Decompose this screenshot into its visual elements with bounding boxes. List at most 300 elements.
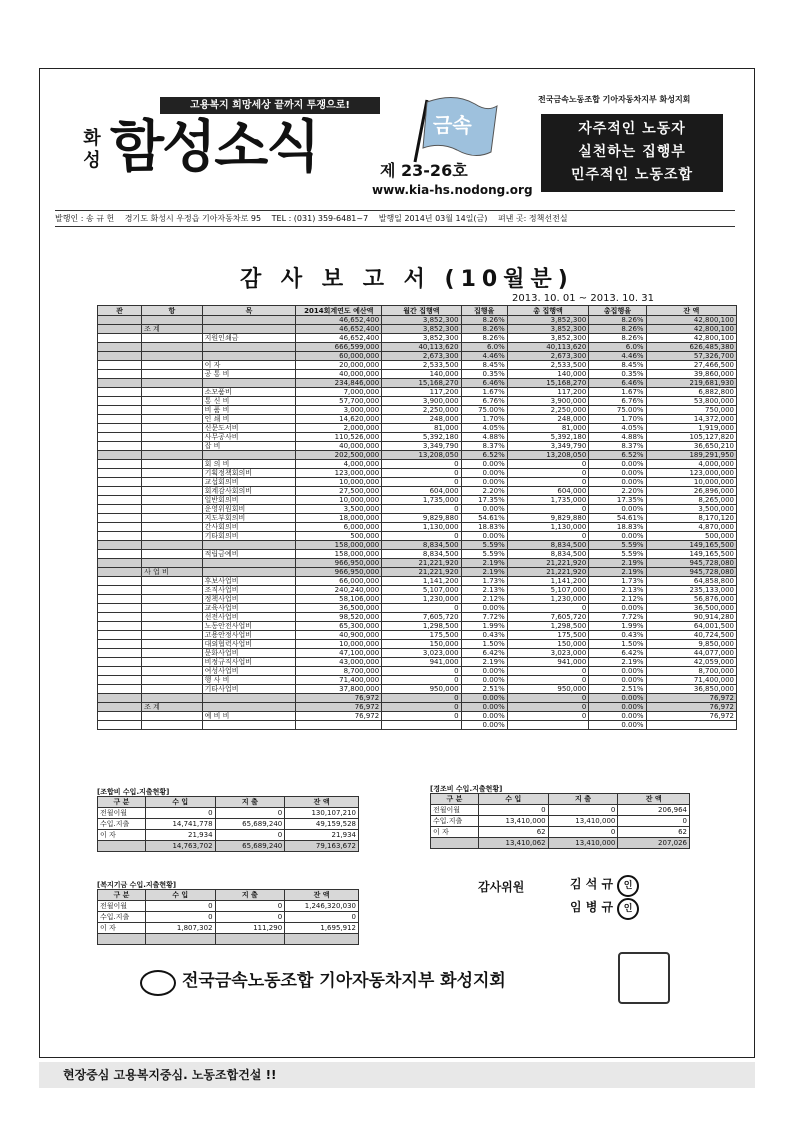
table-cell: 0.00% [589, 505, 646, 514]
table-cell: 2.51% [461, 685, 507, 694]
table-row [98, 334, 737, 343]
table-cell: 8,834,500 [507, 550, 589, 559]
editor: 펴낸 곳: 정책선전실 [497, 214, 568, 223]
table-cell: 130,107,210 [285, 808, 359, 819]
table-cell: 1,130,000 [382, 523, 461, 532]
table-cell: 75.00% [461, 406, 507, 415]
table-cell: 36,500,000 [296, 604, 382, 613]
table-cell: 1,230,000 [507, 595, 589, 604]
table-cell: 105,127,820 [646, 433, 736, 442]
table-cell [98, 613, 142, 622]
table-cell: 7,000,000 [296, 388, 382, 397]
table-cell: 2,000,000 [296, 424, 382, 433]
column-header: 잔 액 [618, 794, 690, 805]
table-cell: 76,972 [296, 703, 382, 712]
table-cell [98, 406, 142, 415]
table-cell [98, 934, 146, 945]
table-cell: 10,000,000 [296, 478, 382, 487]
table-cell: 조 계 [142, 325, 203, 334]
condolence-caption: [경조비 수입.지출현황] [430, 785, 503, 793]
table-cell: 행 사 비 [202, 676, 296, 685]
table-cell [142, 487, 203, 496]
column-header: 잔 액 [646, 306, 736, 316]
table-row [98, 901, 359, 912]
table-row [98, 819, 359, 830]
table-cell: 1,807,302 [145, 923, 215, 934]
table-cell: 1.70% [589, 415, 646, 424]
table-row [98, 559, 737, 568]
table-cell [98, 667, 142, 676]
table-cell: 0 [507, 478, 589, 487]
table-cell [142, 577, 203, 586]
table-row [98, 934, 359, 945]
table-cell: 37,800,000 [296, 685, 382, 694]
table-cell: 0.00% [589, 676, 646, 685]
table-cell: 950,000 [382, 685, 461, 694]
table-cell: 사 업 비 [142, 568, 203, 577]
table-cell [98, 649, 142, 658]
table-cell: 0.35% [461, 370, 507, 379]
table-cell: 17.35% [589, 496, 646, 505]
table-cell: 57,326,700 [646, 352, 736, 361]
column-header: 잔 액 [285, 890, 359, 901]
table-cell [142, 523, 203, 532]
table-cell: 0.00% [589, 604, 646, 613]
table-cell [98, 334, 142, 343]
table-cell [98, 640, 142, 649]
table-cell [142, 640, 203, 649]
table-cell [98, 721, 142, 730]
table-cell: 6.42% [589, 649, 646, 658]
table-row [98, 424, 737, 433]
masthead-small-title: 화성 [83, 128, 101, 171]
column-header: 구 분 [98, 797, 146, 808]
table-cell: 8.45% [461, 361, 507, 370]
table-cell: 0 [382, 676, 461, 685]
table-row [98, 712, 737, 721]
table-cell: 후보사업비 [202, 577, 296, 586]
table-cell: 945,728,080 [646, 559, 736, 568]
table-cell: 5.59% [589, 550, 646, 559]
table-cell: 36,850,000 [646, 685, 736, 694]
table-cell: 0 [507, 712, 589, 721]
table-cell: 46,652,400 [296, 316, 382, 325]
masthead-title: 함성소식 [110, 114, 319, 180]
table-cell: 1.67% [589, 388, 646, 397]
table-cell [202, 694, 296, 703]
table-cell [142, 721, 203, 730]
table-cell: 2.19% [461, 568, 507, 577]
table-cell: 0 [507, 694, 589, 703]
table-cell: 941,000 [382, 658, 461, 667]
table-row [98, 496, 737, 505]
table-cell: 71,400,000 [296, 676, 382, 685]
table-cell: 39,860,000 [646, 370, 736, 379]
column-header: 총집행율 [589, 306, 646, 316]
table-cell: 64,001,500 [646, 622, 736, 631]
table-cell: 8,834,500 [382, 541, 461, 550]
table-cell: 고용안정사업비 [202, 631, 296, 640]
table-cell: 이 자 [98, 830, 146, 841]
table-cell: 1,919,000 [646, 424, 736, 433]
table-cell: 0 [382, 712, 461, 721]
table-cell [98, 460, 142, 469]
table-row [98, 406, 737, 415]
table-cell: 234,846,000 [296, 379, 382, 388]
table-row [98, 352, 737, 361]
motto-box [541, 114, 723, 192]
table-cell [98, 532, 142, 541]
table-cell: 8.26% [589, 316, 646, 325]
table-cell: 2.13% [589, 586, 646, 595]
table-cell: 1,246,320,030 [285, 901, 359, 912]
table-cell: 206,964 [618, 805, 690, 816]
table-cell: 7.72% [461, 613, 507, 622]
table-cell [142, 460, 203, 469]
report-period: 2013. 10. 01 ~ 2013. 10. 31 [512, 293, 654, 304]
table-cell: 통 신 비 [202, 397, 296, 406]
table-row [98, 721, 737, 730]
table-cell: 2.12% [461, 595, 507, 604]
table-cell: 잡 비 [202, 442, 296, 451]
table-cell [98, 595, 142, 604]
table-cell [142, 424, 203, 433]
table-cell: 207,026 [618, 838, 690, 849]
table-cell: 0.00% [589, 667, 646, 676]
table-cell: 2.19% [461, 559, 507, 568]
table-cell: 0.00% [461, 703, 507, 712]
table-cell [142, 622, 203, 631]
column-header: 총 집행액 [507, 306, 589, 316]
table-cell: 6.42% [461, 649, 507, 658]
table-cell [98, 577, 142, 586]
table-cell: 0.35% [589, 370, 646, 379]
telephone: TEL : (031) 359-6481~7 [271, 214, 369, 223]
table-cell: 123,000,000 [646, 469, 736, 478]
table-cell: 40,113,620 [382, 343, 461, 352]
table-cell: 79,163,672 [285, 841, 359, 852]
table-cell: 8.26% [589, 325, 646, 334]
table-cell: 0 [145, 901, 215, 912]
table-cell: 248,000 [507, 415, 589, 424]
table-cell: 123,000,000 [296, 469, 382, 478]
table-cell [142, 343, 203, 352]
table-cell: 8,170,120 [646, 514, 736, 523]
table-cell: 2,533,500 [507, 361, 589, 370]
table-cell [98, 415, 142, 424]
table-cell [285, 934, 359, 945]
table-cell: 8,834,500 [382, 550, 461, 559]
table-cell: 10,000,000 [296, 496, 382, 505]
table-cell: 13,410,062 [478, 838, 548, 849]
table-cell: 8,265,000 [646, 496, 736, 505]
table-cell [142, 541, 203, 550]
table-cell: 49,159,528 [285, 819, 359, 830]
motto-line: 실천하는 집행부 [578, 144, 686, 160]
table-cell: 비 품 비 [202, 406, 296, 415]
table-cell: 0 [382, 478, 461, 487]
table-cell: 회계감사회의비 [202, 487, 296, 496]
report-title: 감 사 보 고 서 (10월분) [240, 267, 574, 292]
table-cell [142, 352, 203, 361]
publication-info [55, 210, 735, 224]
table-cell: 0.43% [461, 631, 507, 640]
table-cell: 3,500,000 [296, 505, 382, 514]
table-cell: 0 [145, 912, 215, 923]
table-cell: 40,000,000 [296, 442, 382, 451]
table-cell: 1,230,000 [382, 595, 461, 604]
table-row [98, 649, 737, 658]
table-row [98, 541, 737, 550]
table-row [98, 595, 737, 604]
table-row [98, 487, 737, 496]
table-cell: 111,290 [215, 923, 285, 934]
table-cell: 0.00% [461, 667, 507, 676]
table-cell: 0 [548, 827, 618, 838]
seal-stamp: 인 [617, 875, 639, 897]
table-cell: 117,200 [507, 388, 589, 397]
table-cell: 2.19% [589, 568, 646, 577]
table-cell: 교섭회의비 [202, 478, 296, 487]
table-cell: 1,141,200 [507, 577, 589, 586]
table-cell: 1.67% [461, 388, 507, 397]
table-row [98, 631, 737, 640]
table-row [98, 388, 737, 397]
column-header: 항 [142, 306, 203, 316]
table-cell [98, 316, 142, 325]
table-cell [98, 541, 142, 550]
table-cell: 4.46% [461, 352, 507, 361]
table-row [98, 361, 737, 370]
table-cell: 0.00% [461, 460, 507, 469]
table-cell: 10,000,000 [646, 478, 736, 487]
table-cell: 0 [382, 469, 461, 478]
table-cell: 0.00% [461, 676, 507, 685]
table-cell [98, 370, 142, 379]
table-cell [98, 361, 142, 370]
table-cell [646, 721, 736, 730]
table-cell: 21,934 [285, 830, 359, 841]
table-cell: 교육사업비 [202, 604, 296, 613]
table-cell: 2.19% [589, 658, 646, 667]
table-cell: 240,240,000 [296, 586, 382, 595]
table-cell: 0 [382, 460, 461, 469]
table-cell: 64,858,800 [646, 577, 736, 586]
table-cell [142, 712, 203, 721]
table-cell: 5.59% [461, 550, 507, 559]
union-logo-icon [140, 970, 176, 996]
table-cell: 기타사업비 [202, 685, 296, 694]
table-cell: 7.72% [589, 613, 646, 622]
table-cell: 3,852,300 [507, 334, 589, 343]
table-cell: 0.00% [589, 478, 646, 487]
table-cell: 27,466,500 [646, 361, 736, 370]
table-cell: 0 [507, 667, 589, 676]
table-cell: 8.26% [461, 334, 507, 343]
column-header: 지 출 [215, 797, 285, 808]
table-cell: 57,700,000 [296, 397, 382, 406]
table-cell: 4,870,000 [646, 523, 736, 532]
table-cell: 3,500,000 [646, 505, 736, 514]
table-cell: 4.05% [589, 424, 646, 433]
table-cell: 6.52% [589, 451, 646, 460]
table-cell [142, 442, 203, 451]
auditor-name: 임 병 규 [570, 900, 614, 914]
welfare-caption: [복지기금 수입.지출현황] [97, 881, 177, 889]
table-cell [98, 523, 142, 532]
table-cell: 40,900,000 [296, 631, 382, 640]
table-cell: 13,410,000 [478, 816, 548, 827]
table-cell: 56,876,000 [646, 595, 736, 604]
table-cell [142, 559, 203, 568]
table-row [98, 460, 737, 469]
table-cell: 13,208,050 [507, 451, 589, 460]
table-cell: 46,652,400 [296, 334, 382, 343]
table-cell: 53,800,000 [646, 397, 736, 406]
table-cell: 1,130,000 [507, 523, 589, 532]
table-cell [98, 496, 142, 505]
table-cell: 0.00% [461, 532, 507, 541]
table-cell: 15,168,270 [507, 379, 589, 388]
table-cell: 7,605,720 [382, 613, 461, 622]
table-cell: 8.26% [461, 316, 507, 325]
table-cell: 2.12% [589, 595, 646, 604]
table-cell: 적립금예비 [202, 550, 296, 559]
table-cell: 1,141,200 [382, 577, 461, 586]
table-cell [98, 622, 142, 631]
column-header: 관 [98, 306, 142, 316]
table-row [98, 577, 737, 586]
table-cell: 75.00% [589, 406, 646, 415]
table-cell: 20,000,000 [296, 361, 382, 370]
table-cell: 0.00% [589, 721, 646, 730]
column-header: 수 입 [145, 890, 215, 901]
table-cell [98, 586, 142, 595]
table-cell: 42,059,000 [646, 658, 736, 667]
column-header: 지 출 [215, 890, 285, 901]
table-row [98, 325, 737, 334]
table-row [98, 550, 737, 559]
table-row [431, 816, 690, 827]
table-cell: 이 자 [431, 827, 479, 838]
table-cell: 2.19% [461, 658, 507, 667]
table-cell: 175,500 [507, 631, 589, 640]
table-cell: 65,689,240 [215, 819, 285, 830]
table-cell: 65,689,240 [215, 841, 285, 852]
table-cell: 공 통 비 [202, 370, 296, 379]
table-cell: 전월이월 [98, 901, 146, 912]
table-cell [142, 397, 203, 406]
website-url[interactable]: www.kia-hs.nodong.org [372, 183, 533, 197]
table-row [98, 370, 737, 379]
table-cell: 7,605,720 [507, 613, 589, 622]
table-cell: 2.20% [461, 487, 507, 496]
table-cell: 0 [507, 505, 589, 514]
table-cell: 500,000 [646, 532, 736, 541]
table-cell: 문화사업비 [202, 649, 296, 658]
table-cell: 회 의 비 [202, 460, 296, 469]
table-row [98, 469, 737, 478]
table-cell [98, 514, 142, 523]
table-cell: 0.00% [461, 505, 507, 514]
table-cell [142, 478, 203, 487]
table-cell [142, 379, 203, 388]
table-cell [142, 685, 203, 694]
address: 경기도 화성시 우정읍 기아자동차로 95 [124, 214, 262, 223]
auditor-1 [570, 875, 639, 897]
table-cell: 0 [382, 604, 461, 613]
table-cell: 65,300,000 [296, 622, 382, 631]
table-row [98, 658, 737, 667]
table-cell [98, 442, 142, 451]
motto-line: 자주적인 노동자 [578, 121, 686, 137]
table-cell: 149,165,500 [646, 550, 736, 559]
table-cell: 21,221,920 [507, 568, 589, 577]
table-cell: 2,673,300 [507, 352, 589, 361]
table-cell: 46,652,400 [296, 325, 382, 334]
table-row [98, 478, 737, 487]
table-row [98, 676, 737, 685]
table-cell: 0 [215, 830, 285, 841]
official-seal-icon [618, 952, 670, 1004]
table-cell: 26,896,000 [646, 487, 736, 496]
table-cell: 10,000,000 [296, 640, 382, 649]
table-cell: 지도부회의비 [202, 514, 296, 523]
table-cell: 0 [145, 808, 215, 819]
seal-stamp: 인 [617, 898, 639, 920]
table-cell [215, 934, 285, 945]
table-cell: 신문도서비 [202, 424, 296, 433]
table-cell [202, 316, 296, 325]
table-cell [142, 550, 203, 559]
table-cell: 1.99% [589, 622, 646, 631]
table-cell: 966,950,000 [296, 568, 382, 577]
table-cell [507, 721, 589, 730]
table-cell: 44,077,000 [646, 649, 736, 658]
table-cell: 2.51% [589, 685, 646, 694]
table-cell: 1,735,000 [382, 496, 461, 505]
table-cell: 1,735,000 [507, 496, 589, 505]
table-cell [142, 604, 203, 613]
table-row [98, 586, 737, 595]
table-cell: 6.76% [589, 397, 646, 406]
table-cell: 노동안전사업비 [202, 622, 296, 631]
table-cell: 비정규직사업비 [202, 658, 296, 667]
table-cell [382, 721, 461, 730]
condolence-table [430, 793, 690, 849]
table-cell: 이 자 [98, 923, 146, 934]
table-cell: 81,000 [382, 424, 461, 433]
table-cell [142, 595, 203, 604]
table-cell [142, 676, 203, 685]
table-cell [98, 397, 142, 406]
table-cell: 지원인쇄금 [202, 334, 296, 343]
table-cell: 18,000,000 [296, 514, 382, 523]
table-cell: 604,000 [507, 487, 589, 496]
table-cell: 2.20% [589, 487, 646, 496]
table-row [98, 694, 737, 703]
table-cell [142, 505, 203, 514]
table-cell: 0.43% [589, 631, 646, 640]
table-cell [98, 352, 142, 361]
table-cell [202, 451, 296, 460]
table-cell: 6.46% [461, 379, 507, 388]
table-cell: 6.0% [589, 343, 646, 352]
masthead-union-name: 전국금속노동조합 기아자동차지부 화성지회 [538, 95, 691, 104]
table-cell: 수입.지출 [431, 816, 479, 827]
divider [55, 226, 735, 227]
table-cell [98, 568, 142, 577]
